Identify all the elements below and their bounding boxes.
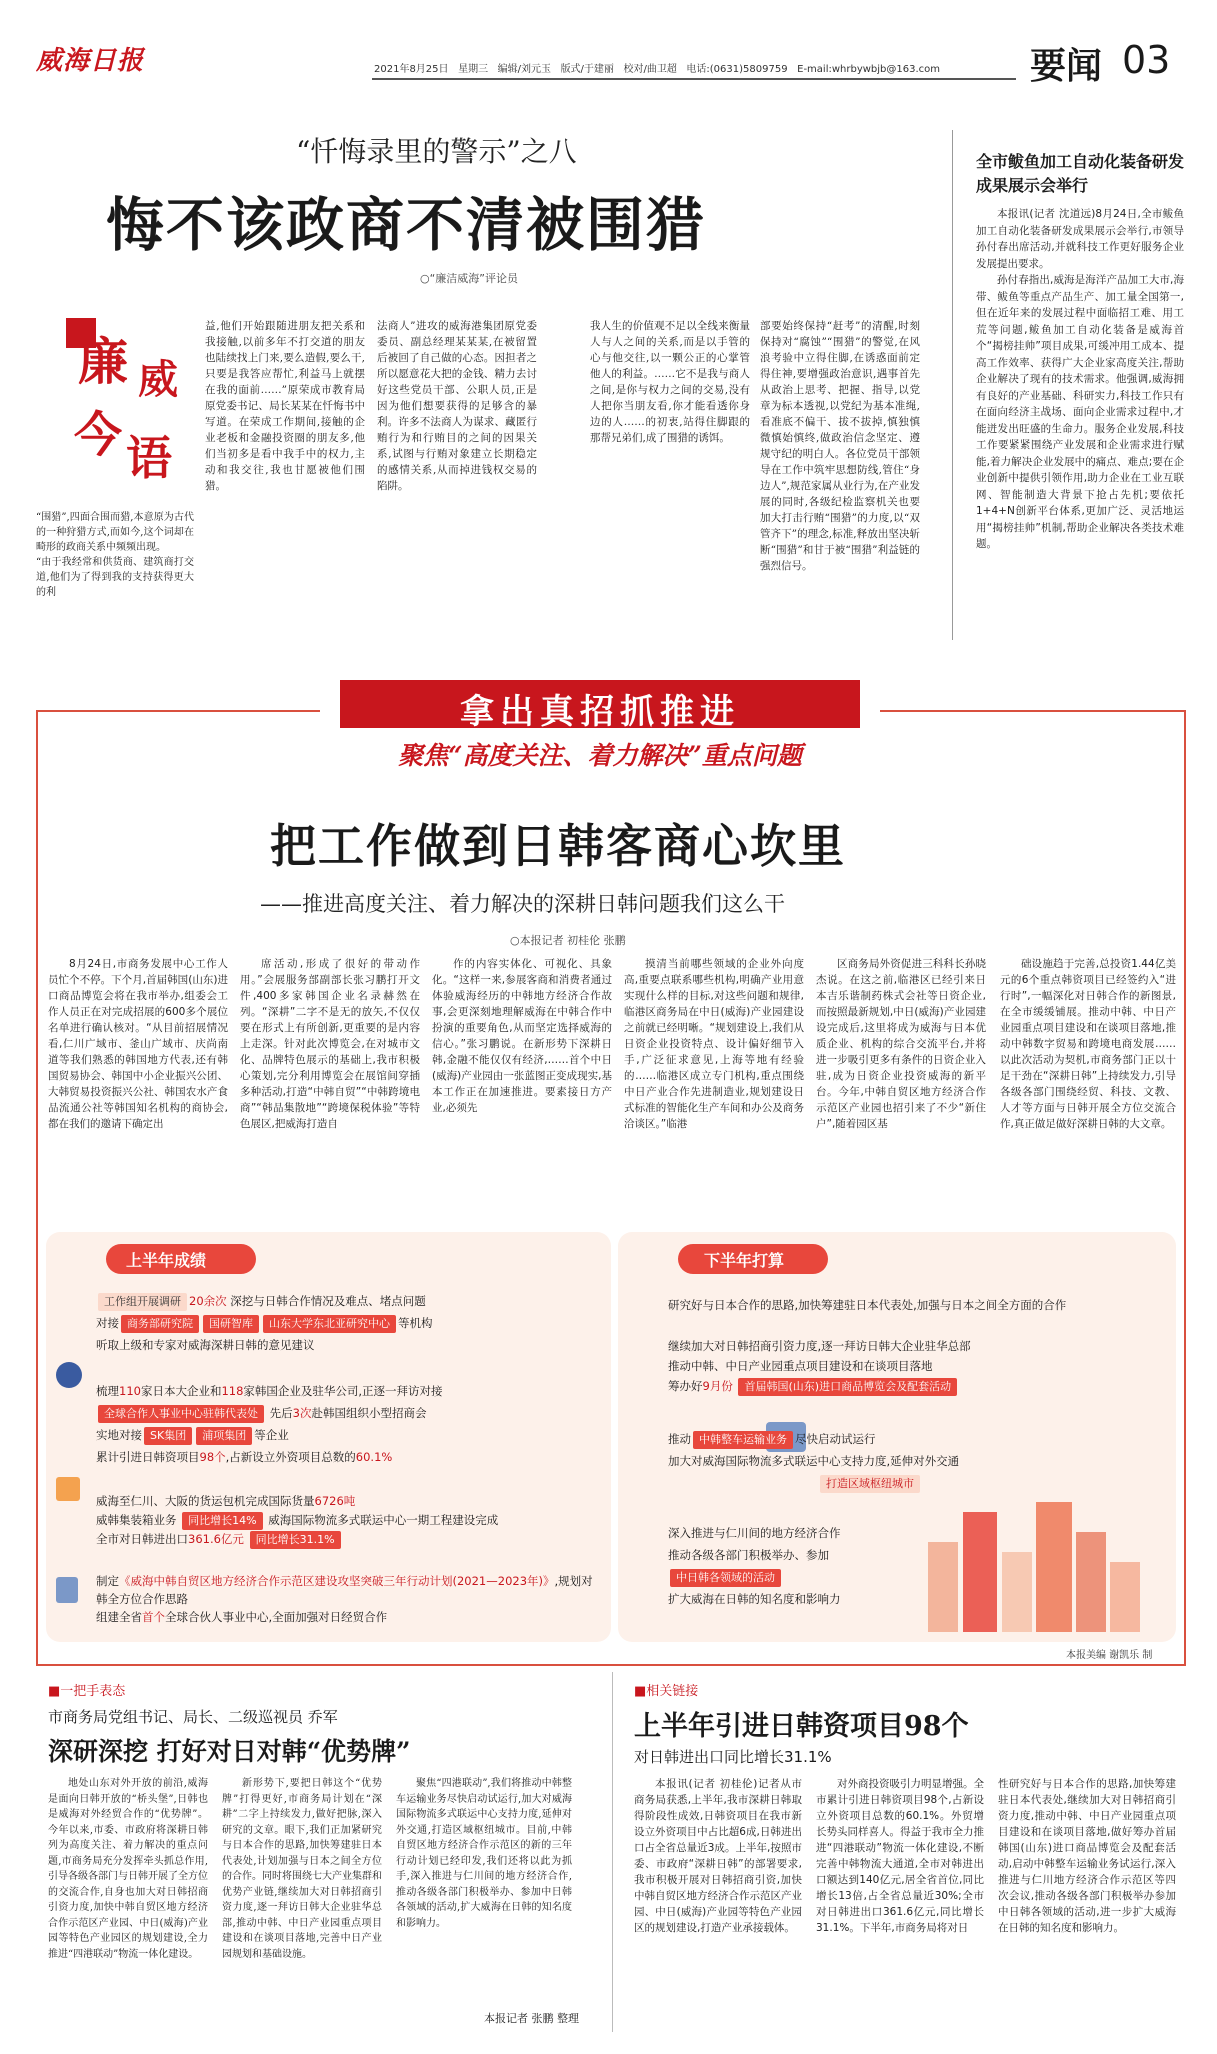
l2b-d: 赴韩国组织小型招商会 <box>311 1406 427 1420</box>
page-number: 03 <box>1122 38 1171 82</box>
commentary-col-1: 益,他们开始跟随进朋友把关系和我接触,以前多年不打交道的朋友也陆续找上门来,要么造假,要么干,只要是我答应帮忙,利益马上就摆在我的面前……”原荣成市教育局原党委书记、局长某某在忏悔书中写道。在荣成工作期间,接触的企业老板和金融投资圈的朋友多,他们当初多是看中我手中的权力,主动和我交往,我也甘愿被他们围猎。 <box>205 320 365 492</box>
l2-e: 家韩国企业及驻华公司,正逐一拜访对接 <box>243 1384 443 1398</box>
related-tag: ■相关链接 <box>634 1684 699 1699</box>
right-item-2 <box>668 1336 1168 1396</box>
l1b-row <box>96 1312 596 1334</box>
right-item-1: 研究好与日本合作的思路,加快筹建驻日本代表处,加强与日本之间全方面的合作 <box>668 1298 1067 1312</box>
r3-row <box>668 1428 1168 1450</box>
l3-a: 威海至仁川、大阪的货运包机完成国际货量 <box>96 1494 315 1508</box>
l4b-b: 首个 <box>142 1610 165 1624</box>
logo-char-2: 威 <box>138 356 178 403</box>
r3b-row: 加大对威海国际物流多式联运中心支持力度,延伸对外交通 <box>668 1454 960 1468</box>
issue-editor: 编辑/刘元玉 <box>497 64 552 75</box>
issue-layout: 版式/于建丽 <box>560 64 614 75</box>
infographic-left <box>46 1232 611 1642</box>
related-col-3: 性研究好与日本合作的思路,加快筹建驻日本代表处,继续加大对日韩招商引资力度,推动中韩、中日产业园重点项目建设和在谈项目落地,做好筹办首届韩国(山东)进口商品博览会及配套活动,启动中韩整车运输业务试运行,深入推进与仁川地方经济合作示范区等四次会议,推动各级各部门积极举办参加中日韩各领域的活动,进一步扩大威海在日韩的知名度和影响力。 <box>998 1778 1176 1934</box>
l3b-a: 威韩集装箱业务 <box>96 1513 177 1527</box>
banner-sub: 聚焦“高度关注、着力解决”重点问题 <box>398 741 802 770</box>
commentary-intro <box>36 510 194 630</box>
building-icon <box>56 1477 80 1501</box>
l2b-row <box>96 1402 596 1424</box>
l1b-c: 国研智库 <box>203 1315 259 1333</box>
issue-info <box>374 60 940 75</box>
l4-a: 制定 <box>96 1574 119 1588</box>
l2c-b: SK集团 <box>144 1427 192 1445</box>
vertical-rule <box>952 130 953 640</box>
l2-d: 118 <box>221 1384 244 1398</box>
left-title: 上半年成绩 <box>126 1251 207 1270</box>
lianweijinyu-logo <box>66 318 184 496</box>
section-name: 要闻 <box>1030 46 1103 87</box>
l2d-b: 98个 <box>199 1450 226 1464</box>
left-item-3 <box>96 1492 596 1549</box>
news-title: 全市鲅鱼加工自动化装备研发成果展示会举行 <box>976 152 1185 195</box>
l3b-b: 同比增长14% <box>182 1512 262 1530</box>
main-col-5: 区商务局外资促进三科科长孙晓杰说。在这之前,临港区已经引来日本吉乐谐制药株式会社等日资企业,而按照最新规划,中日(威海)产业园建设完成后,这里将成为威海与日本优质企业、机构的综合交流平台,并将进一步吸引更多有条件的日资企业入驻,成为日资企业投资威海的新平台。今年,中韩自贸区地方经济合作示范区产业园也招引来了不少“新住户”,随着园区基 <box>816 958 986 1130</box>
issue-proof: 校对/曲卫超 <box>623 64 677 75</box>
main-col-4: 摸清当前哪些领域的企业外向度高,重要点联系哪些机构,明确产业用意实现什么样的目标,对这些问题和规律,临港区商务局在中日(威海)产业园建设之前就已经明晰。“规划建设上,我们从日资企业投资特点、设计偏好细节入手,广泛征求意见,上海等地有经验的……临港区成立专门机构,重点围绕中日产业合作先进制造业,规划建设日式标准的智能化生产车间和办公及商务洽谈区。”临港 <box>624 958 804 1130</box>
series-title: “忏悔录里的警示”之八 <box>296 135 577 168</box>
profile-person: 市商务局党组书记、局长、二级巡视员 乔军 <box>48 1708 338 1726</box>
l2b-a: 全球合作人事业中心驻韩代表处 <box>98 1405 264 1423</box>
l2d-a: 累计引进日韩资项目 <box>96 1450 200 1464</box>
l2d-c: ,占新设立外资项目总数的 <box>225 1450 356 1464</box>
l3c-a: 全市对日韩进出口 <box>96 1532 188 1546</box>
l4-row <box>96 1572 596 1608</box>
r3c-a: 打造区域枢纽城市 <box>820 1475 920 1493</box>
logo-char-1: 廉 <box>78 332 128 391</box>
l2c-c: 浦项集团 <box>196 1427 252 1445</box>
commentary-title: 悔不该政商不清被围猎 <box>106 191 707 259</box>
bottom-divider <box>612 1672 613 2032</box>
profile-col-2: 新形势下,要把日韩这个“优势牌”打得更好,市商务局计划在“深耕”二字上持续发力,做好把脉,深入研究的文章。眼下,我们正加紧研究与日本合作的思路,加快筹建驻日本代表处,计划加强与日本之间全方位的合作。同时将围绕七大产业集群和优势产业链,继续加大对日韩招商引资力度,逐一拜访日韩大企业驻华总部,推动中韩、中日产业园重点项目建设和在谈项目落地,完善中日产业园规划和基础设施。 <box>222 1778 382 1960</box>
r4c-a: 中日韩各领域的活动 <box>670 1569 781 1587</box>
l1b-e: 等机构 <box>398 1316 433 1330</box>
main-col-2: 席活动,形成了很好的带动作用。”会展服务部副部长张习鹏打开文件,400多家韩国企业名录赫然在列。“深耕”二字不是无的放矢,不仅仅要在形式上有所创新,更重要的是内容上走深。针对此次博览会,在对城市文化、品牌特色展示的基础上,我市积极心策划,完分利用博览会在展馆间穿插多种活动,打造“中韩自贸”“中韩跨境电商”“韩品集散地”“跨境保税体验”等特色展区,把威海打造自 <box>240 958 420 1130</box>
issue-phone: 电话:(0631)5809759 <box>686 64 788 75</box>
main-title: 把工作做到日韩客商心坎里 <box>270 819 846 873</box>
campaign-banner <box>320 680 880 790</box>
logo: 威海日报 <box>36 46 145 76</box>
r4b-row: 推动各级各部门积极举办、参加 <box>668 1548 829 1562</box>
profile-col-1: 地处山东对外开放的前沿,威海是面向日韩开放的“桥头堡”,日韩也是威海对外经贸合作的“优势牌”。今年以来,市委、市政府将深耕日韩列为高度关注、着力解决的重点问题,市商务局充分发挥牵头抓总作用,引导各级各部门与日韩开展了全方位的交流合作,自身也加大对日韩招商引资力度,加快中韩自贸区地方经济合作示范区产业园、中日(威海)产业园等特色产业园区的规划建设,全力推进“四港联动”物流一体化建设。 <box>48 1778 208 1960</box>
l1-row <box>96 1290 596 1312</box>
l4b-row <box>96 1608 596 1626</box>
related-title: 上半年引进日韩资项目98个 <box>634 1711 969 1742</box>
profile-tag <box>48 1680 125 1699</box>
logo-char-4: 语 <box>126 431 172 485</box>
l2-c: 家日本大企业和 <box>140 1384 222 1398</box>
profile-tag-text: ■一把手表态 <box>48 1684 126 1699</box>
r4d-row: 扩大威海在日韩的知名度和影响力 <box>668 1592 841 1606</box>
l2-row <box>96 1380 596 1402</box>
l3c-row <box>96 1530 596 1549</box>
r4-row: 深入推进与仁川间的地方经济合作 <box>668 1526 841 1540</box>
related-subtitle: 对日韩进出口同比增长31.1% <box>634 1748 832 1766</box>
left-item-4 <box>96 1572 596 1626</box>
masthead <box>0 0 1217 88</box>
l3c-b: 361.6亿元 <box>188 1532 244 1546</box>
r3-a: 推动 <box>668 1432 691 1446</box>
l2d-d: 60.1% <box>355 1450 393 1464</box>
news-body <box>976 206 1184 636</box>
commentary-col-4: 部要始终保持“赶考”的清醒,时刻保持对“腐蚀”“围猎”的警觉,在风浪考验中立得住脚,在诱惑面前定得住神,要增强政治意识,遇事首先从政治上思考、把握、指导,以党章为标本透视,以党纪为基本准绳,看准底不偏干、拔不拔掉,慎独慎微慎始慎终,做政治信念坚定、遵规守纪的明白人。各位党员干部领导在工作中筑牢思想防线,管住“身边人”,规范家属从业行为,在产业发展的同时,各级纪检监察机关也要加大打击行贿“围猎”的力度,以“双管齐下”的理念,标准,释放出坚决斩断“围猎”和甘于被“围猎”利益链的强烈信号。 <box>760 320 920 572</box>
l3-row <box>96 1492 596 1511</box>
related-col-2: 对外商投资吸引力明显增强。全市累计引进日韩资项目98个,占新设立外资项目总数的60.1%。外贸增长势头同样喜人。得益于我市全力推进“四港联动”物流一体化建设,不断完善中韩物流大通道,全市对韩进出口额达到140亿元,居全省首位,同比增长13倍,占全省总量近30%;全市对日韩进出口361.6亿元,同比增长31.1%。下半年,市商务局将对日 <box>816 1778 984 1934</box>
l2c-d: 等企业 <box>254 1428 289 1442</box>
news-p2: 孙付春指出,威海是海洋产品加工大市,海带、鲅鱼等重点产品生产、加工量全国第一,但在近年来的发展过程中面临招工难、用工荒等问题,鲅鱼加工自动化装备是威海首个“揭榜挂帅”项目成果,可缓冲用工成本、提高工作效率、获得广大企业家高度关注,帮助企业解决了现有的技术需求。他强调,威海拥有良好的产业基础、科研实力,科技工作只有在面向经济主战场、面向企业需求过程中,才能迸发出旺盛的生命力。服务企业发展,科技工作要紧紧围绕产业发展和企业需求进行赋能,着力解决企业发展中的痛点、难点;要在企业创新中提供引领作用,助力企业在工业互联网、智能制造大背景下抢占先机;要依托1+4+N创新平台体系,更加广泛、灵活地运用“揭榜挂帅”机制,帮助企业解决各类技术难题。 <box>976 274 1184 550</box>
l3-b: 6726吨 <box>314 1494 356 1508</box>
l3b-c: 威海国际物流多式联运中心一期工程建设完成 <box>268 1513 499 1527</box>
l1b-d: 山东大学东北亚研究中心 <box>263 1315 396 1333</box>
right-title: 下半年打算 <box>704 1251 785 1270</box>
left-item-2 <box>96 1380 596 1468</box>
issue-date: 2021年8月25日 <box>374 64 449 75</box>
l2d-row <box>96 1446 596 1468</box>
commentary-col-3: 我人生的价值观不足以全线来衡量人与人之间的关系,而是以手管的心与他交往,以一颗公正的心掌管他人的利益。……它不是我与商人之间,是你与权力之间的交易,没有人把你当朋友看,你才能看透你身边的人……的初衷,站得住脚跟的那帮兄弟们,成了围猎的诱饵。 <box>590 320 750 444</box>
profile-title: 深研深挖 打好对日对韩“优势牌” <box>48 1737 411 1766</box>
main-col-3: 作的内容实体化、可视化、具象化。“这样一来,参展客商和消费者通过体验威海经历的中韩地方经济合作故事,会更深刻地理解威海在中韩合作中扮演的重要角色,从而坚定选择威海的信心。”张习鹏说。在新形势下深耕日韩,金融不能仅仅有经济,……首个中日(威海)产业园由一张蓝图正变成现实,基本工作正在加速推进。要素接日方产业,必须先 <box>432 958 612 1114</box>
l1b-b: 商务部研究院 <box>121 1315 199 1333</box>
issue-weekday: 星期三 <box>458 64 489 75</box>
intro-p1: “围猎”,四面合围而猎,本意原为古代的一种狩猎方式,而如今,这个词却在畸形的政商关系中频频出现。 <box>36 512 194 553</box>
related-col-1: 本报讯(记者 初桂伦)记者从市商务局获悉,上半年,我市深耕日韩取得阶段性成效,日韩资项目在我市新设立外资项目中占比超6成,日韩进出口占全省总量近3成。上半年,按照市委、市政府“深耕日韩”的部署要求,我市积极开展对日韩招商引资,加快中韩自贸区地方经济合作示范区产业园、中日(威海)产业园等特色产业园区的规划建设,打造产业承接载体。 <box>634 1778 802 1934</box>
infographic-credit: 本报美编 谢凯乐 制 <box>1066 1650 1153 1661</box>
l3b-row <box>96 1511 596 1530</box>
person-icon <box>56 1362 82 1388</box>
l1-c: 深挖与日韩合作情况及难点、堵点问题 <box>230 1294 426 1308</box>
l2c-a: 实地对接 <box>96 1428 142 1442</box>
news-p1: 本报讯(记者 沈道远)8月24日,全市鲅鱼加工自动化装备研发成果展示会举行,市领导孙付春出席活动,并就科技工作更好服务企业发展提出要求。 <box>976 208 1184 270</box>
l3c-c: 同比增长31.1% <box>250 1531 341 1549</box>
intro-p2: “由于我经常和供货商、建筑商打交道,他们为了得到我的支持获得更大的利 <box>36 557 194 598</box>
infographic-right <box>618 1232 1176 1642</box>
document-icon <box>56 1577 78 1603</box>
r2c-a: 筹办好 <box>668 1379 703 1393</box>
r2c-row <box>668 1376 1168 1396</box>
r3-b: 中韩整车运输业务 <box>693 1431 793 1449</box>
l4-b: 《威海中韩自贸区地方经济合作示范区建设攻坚突破三年行动计划(2021—2023年)》 <box>119 1574 555 1588</box>
l1-b: 20余次 <box>189 1294 227 1308</box>
r3-c: 尽快启动试运行 <box>795 1432 876 1446</box>
profile-credit: 本报记者 张鹏 整理 <box>484 2012 579 2025</box>
profile-col-3: 聚焦“四港联动”,我们将推动中韩整车运输业务尽快启动试运行,加大对威海国际物流多式联运中心支持力度,延伸对外交通,打造区域枢纽城市。目前,中韩自贸区地方经济合作示范区的新的三年行动计划已经印发,我们还将以此为抓手,深入推进与仁川间的地方经济合作,推动各级各部门积极举办、参加中日韩各领域的活动,扩大威海在日韩的知名度和影响力。 <box>396 1778 572 1929</box>
l2-b: 110 <box>119 1384 141 1398</box>
right-item-4 <box>668 1522 928 1610</box>
l4b-a: 组建全省 <box>96 1610 142 1624</box>
l4-c: ,规划对韩全方位合作思路 <box>96 1574 593 1606</box>
l2b-b: 先后 <box>269 1406 293 1420</box>
left-item-1 <box>96 1290 596 1356</box>
l1-a: 工作组开展调研 <box>98 1293 187 1311</box>
main-byline: ○本报记者 初桂伦 张鹏 <box>510 934 626 947</box>
commentary-col-2: 法商人”进攻的威海港集团原党委委员、副总经理某某某,在被留置后被回了自己做的心态。因担者之所以愿意花大把的金钱、精力去讨好这些党员干部、公职人员,正是因为他们想要获得的足够含的暴利。许多不法商人为谋求、藏匿行贿行为和行贿目的之间的因果关系,试图与行贿对象建立长期稳定的感情关系,从而掉进钱权交易的陷阱。 <box>377 320 537 492</box>
commentary-byline: ○“廉洁威海”评论员 <box>420 272 518 285</box>
l1c-row: 听取上级和专家对威海深耕日韩的意见建议 <box>96 1338 315 1352</box>
r2c-c: 首届韩国(山东)进口商品博览会及配套活动 <box>738 1378 957 1396</box>
l2c-row <box>96 1424 596 1446</box>
l2b-c: 3次 <box>292 1406 312 1420</box>
banner-main: 拿出真招抓推进 <box>460 692 740 732</box>
main-subtitle: ——推进高度关注、着力解决的深耕日韩问题我们这么干 <box>260 892 785 916</box>
r2c-b: 9月份 <box>702 1379 733 1393</box>
masthead-rule <box>372 78 1016 80</box>
main-col-1: 8月24日,市商务发展中心工作人员忙个不停。下个月,首届韩国(山东)进口商品博览会将在我市举办,组委会工作人员正在对完成招展的600多个展位名单进行确认核对。“从目前招展情况看,仁川广域市、釜山广域市、庆尚南道等我们熟悉的韩国地方代表,还有韩国贸易协会、韩国中小企业振兴公团、大韩贸易投资振兴公社、韩国农水产食品流通公社等韩国知名机构的商协会,都在我们的邀请下确定出 <box>48 958 228 1130</box>
issue-email: E-mail:whrbywbjb@163.com <box>797 64 941 75</box>
r2b-row: 推动中韩、中日产业园重点项目建设和在谈项目落地 <box>668 1359 933 1373</box>
r2-row: 继续加大对日韩招商引资力度,逐一拜访日韩大企业驻华总部 <box>668 1339 971 1353</box>
city-skyline-illustration <box>918 1482 1148 1632</box>
l4b-c: 全球合伙人事业中心,全面加强对日经贸合作 <box>165 1610 388 1624</box>
l2-a: 梳理 <box>96 1384 119 1398</box>
logo-char-3: 今 <box>74 407 123 463</box>
l1b-a: 对接 <box>96 1316 119 1330</box>
main-col-6: 础设施趋于完善,总投资1.44亿美元的6个重点韩资项目已经签约入“进行时”,一幅深化对日韩合作的新图景,在全市缓缓铺展。推动中韩、中日产业园重点项目建设和在谈项目落地,推动中韩数字贸易和跨境电商发展……以此次活动为契机,市商务部门正以十足干劲在“深耕日韩”上持续发力,引导各级各部门围绕经贸、科技、文教、人才等方面与日韩开展全方位交流合作,真正做足做好深耕日韩的大文章。 <box>1000 958 1176 1130</box>
r4c-row <box>668 1566 928 1588</box>
